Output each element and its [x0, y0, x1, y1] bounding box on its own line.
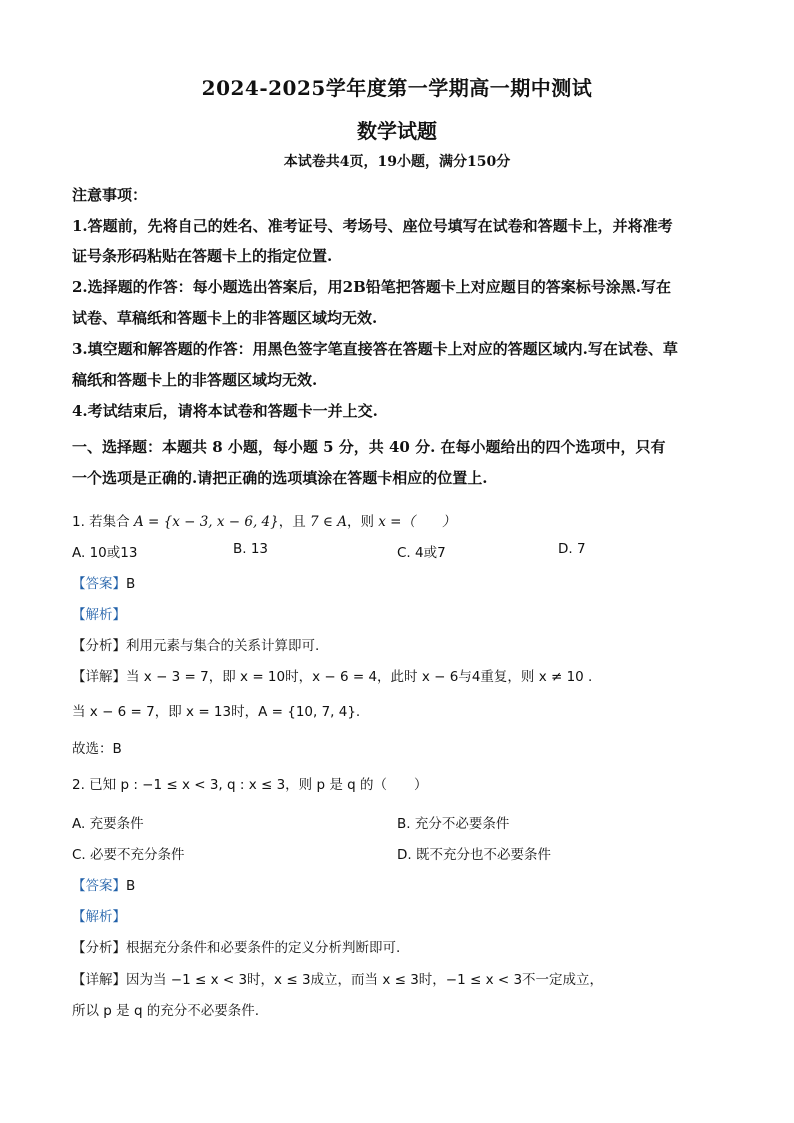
- q2-option-d: D. 既不充分也不必要条件: [397, 847, 551, 863]
- q1-answer: [72, 572, 722, 592]
- fenxi-tag: 【分析】: [72, 638, 126, 654]
- section-heading-line-2: 一个选项是正确的.请把正确的选项填涂在答题卡相应的位置上.: [72, 469, 488, 487]
- notice-line-7: 4.考试结束后，请将本试卷和答题卡一并上交.: [72, 402, 378, 420]
- q2-answer: [72, 874, 722, 894]
- analysis-tag: 【解析】: [72, 607, 126, 623]
- q1-option-d: D. 7: [558, 541, 586, 557]
- exam-subject: 数学试题: [357, 119, 437, 143]
- exam-title: 2024-2025学年度第一学期高一期中测试: [201, 76, 593, 100]
- answer-tag: 【答案】: [72, 878, 126, 894]
- exam-info: 本试卷共4页，19小题，满分150分: [283, 154, 511, 170]
- notice-line-4: 试卷、草稿纸和答题卡上的非答题区域均无效.: [72, 309, 378, 327]
- q2-detail-2: 所以 p 是 q 的充分不必要条件.: [72, 1003, 260, 1019]
- q1-stem-a: 1. 若集合: [72, 514, 130, 530]
- q2-fenxi-text: 根据充分条件和必要条件的定义分析判断即可.: [126, 940, 401, 956]
- notice-line-5: 3.填空题和解答题的作答：用黑色签字笔直接答在答题卡上对应的答题区域内.写在试卷、草: [72, 340, 678, 358]
- q1-answer-value: B: [126, 576, 136, 592]
- analysis-tag: 【解析】: [72, 909, 126, 925]
- q1-conclusion: 故选：B: [72, 741, 122, 757]
- q1-stem: [72, 510, 722, 530]
- notice-line-1: 1.答题前，先将自己的姓名、准考证号、考场号、座位号填写在试卷和答题卡上，并将准考: [72, 217, 673, 235]
- q2-fenxi: [72, 936, 722, 956]
- q1-option-c: C. 4或7: [397, 545, 446, 561]
- notice-line-2: 证号条形码粘贴在答题卡上的指定位置.: [72, 247, 333, 265]
- q1-detail-1: [72, 665, 722, 685]
- fenxi-tag: 【分析】: [72, 940, 126, 956]
- q2-option-b: B. 充分不必要条件: [397, 816, 510, 832]
- q2-option-c: C. 必要不充分条件: [72, 847, 185, 863]
- q1-fenxi: [72, 634, 722, 654]
- answer-tag: 【答案】: [72, 576, 126, 592]
- notice-heading: 注意事项：: [72, 186, 148, 204]
- q1-option-b: B. 13: [233, 541, 269, 557]
- q2-stem: 2. 已知 p : −1 ≤ x < 3, q : x ≤ 3，则 p 是 q 的（ ）: [72, 777, 428, 793]
- q2-option-a: A. 充要条件: [72, 816, 144, 832]
- q1-set: A = {x − 3, x − 6, 4}: [133, 514, 279, 530]
- notice-line-3: 2.选择题的作答：每小题选出答案后，用2B铅笔把答题卡上对应题目的答案标号涂黑.写在: [72, 278, 672, 296]
- q1-detail-1-text: 当 x − 3 = 7，即 x = 10时，x − 6 = 4，此时 x − 6与4重复，则 x ≠ 10 .: [126, 669, 593, 685]
- q1-condition: 7 ∈ A: [310, 514, 347, 530]
- section-heading-line-1: 一、选择题：本题共 8 小题，每小题 5 分，共 40 分. 在每小题给出的四个选项中，只有: [72, 438, 666, 456]
- q1-fenxi-text: 利用元素与集合的关系计算即可.: [126, 638, 320, 654]
- q1-detail-2: 当 x − 6 = 7，即 x = 13时，A = {10, 7, 4}.: [72, 704, 361, 720]
- q1-stem-b: ，且: [278, 514, 306, 530]
- q1-ask: x =（ ）: [378, 514, 456, 530]
- q1-stem-c: ，则: [346, 514, 374, 530]
- detail-tag: 【详解】: [72, 669, 126, 685]
- q2-analysis: [72, 905, 722, 925]
- q2-detail-1-text: 因为当 −1 ≤ x < 3时，x ≤ 3成立，而当 x ≤ 3时，−1 ≤ x < 3不一定成立，: [126, 972, 604, 988]
- q2-answer-value: B: [126, 878, 136, 894]
- detail-tag: 【详解】: [72, 972, 126, 988]
- q1-option-a: A. 10或13: [72, 545, 138, 561]
- q2-detail-1: [72, 968, 722, 988]
- q1-analysis: [72, 603, 722, 623]
- notice-line-6: 稿纸和答题卡上的非答题区域均无效.: [72, 371, 318, 389]
